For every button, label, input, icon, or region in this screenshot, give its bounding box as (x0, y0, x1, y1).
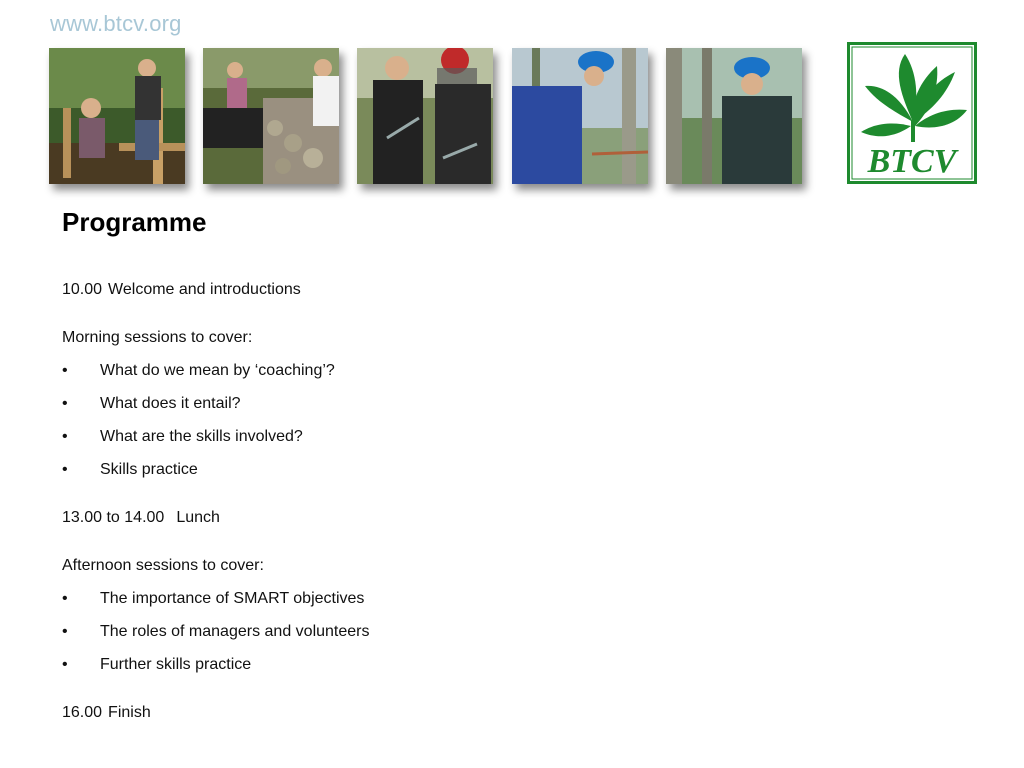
bullet-icon: • (62, 656, 68, 673)
volunteers-safety-gear-photo (357, 48, 493, 184)
website-url[interactable]: www.btcv.org (50, 11, 182, 36)
volunteers-fencing-photo (49, 48, 185, 184)
welcome-text: Welcome and introductions (108, 281, 301, 298)
morning-heading: Morning sessions to cover: (62, 329, 253, 346)
finish-text: Finish (108, 704, 151, 721)
bullet-icon: • (62, 461, 68, 478)
afternoon-heading: Afternoon sessions to cover: (62, 557, 264, 574)
welcome-line (62, 281, 301, 299)
lunch-text: Lunch (176, 509, 220, 526)
bullet-icon: • (62, 590, 68, 607)
finish-time: 16.00 (62, 704, 103, 721)
btcv-logo[interactable] (847, 42, 977, 184)
logo-text: BTCV (867, 143, 957, 180)
bullet-icon: • (62, 428, 68, 445)
finish-line (62, 704, 151, 722)
bullet-icon: • (62, 623, 68, 640)
volunteer-hard-hat-tree-work-photo (512, 48, 648, 184)
lunch-line (62, 509, 220, 527)
page-title: Programme (62, 207, 207, 237)
welcome-time: 10.00 (62, 281, 103, 298)
volunteers-dry-stone-walling-photo (203, 48, 339, 184)
bullet-icon: • (62, 362, 68, 379)
lunch-time: 13.00 to 14.00 (62, 509, 165, 526)
volunteer-hard-hat-woodland-photo (666, 48, 802, 184)
bullet-icon: • (62, 395, 68, 412)
